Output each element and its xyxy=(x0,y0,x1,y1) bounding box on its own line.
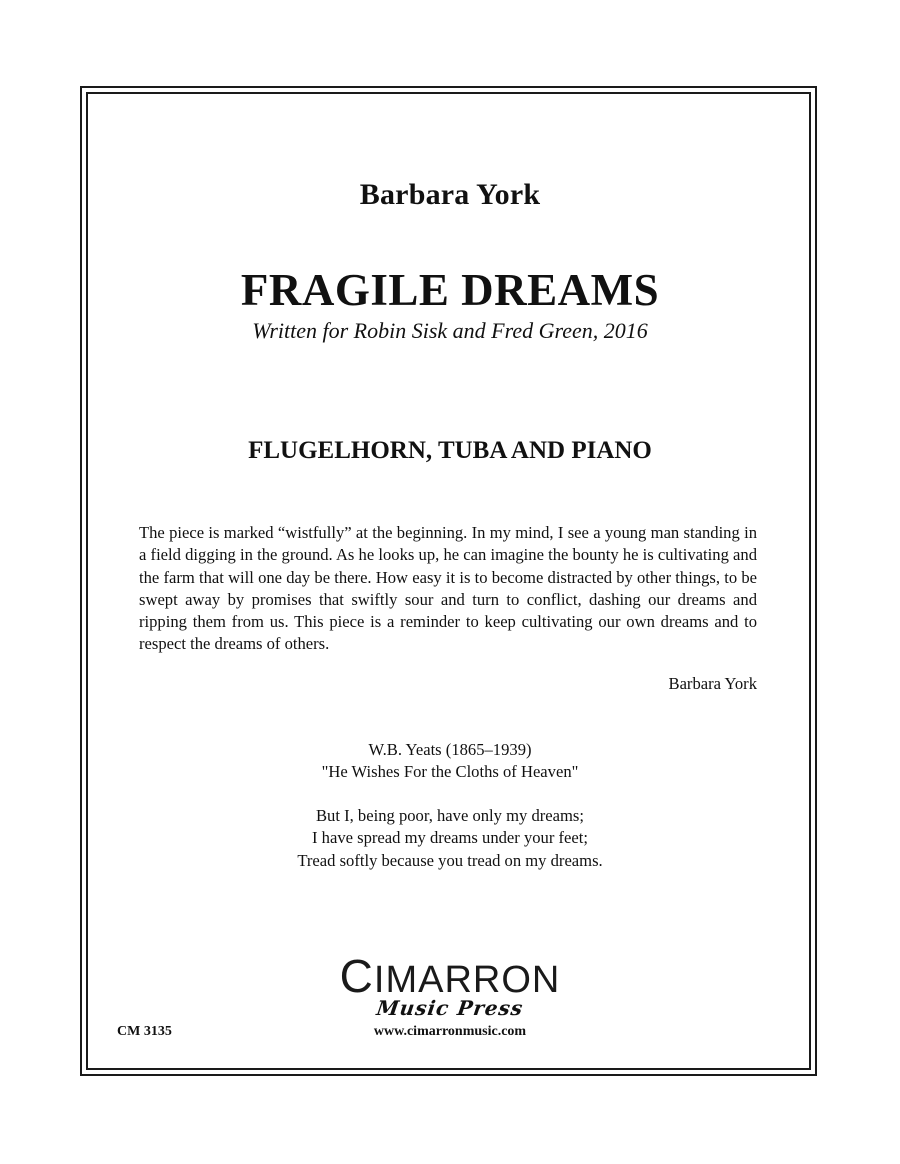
composer-name: Barbara York xyxy=(359,178,541,211)
poem-title: "He Wishes For the Cloths of Heaven" xyxy=(321,762,579,782)
publisher-subtitle: Music Press xyxy=(375,996,525,1020)
poem-attribution xyxy=(0,739,900,784)
publisher-url: www.cimarronmusic.com xyxy=(373,1024,527,1039)
piece-title: FRAGILE DREAMS xyxy=(240,265,660,315)
poem-line: I have spread my dreams under your feet; xyxy=(312,828,588,848)
catalog-number: CM 3135 xyxy=(117,1024,172,1039)
instrumentation: FLUGELHORN, TUBA AND PIANO xyxy=(248,437,652,464)
poem-lines xyxy=(0,805,900,872)
poem-line: But I, being poor, have only my dreams; xyxy=(315,806,584,825)
publisher-logo-initial: C xyxy=(339,950,374,1002)
publisher-logo-rest: IMARRON xyxy=(373,959,561,1001)
dedication: Written for Robin Sisk and Fred Green, 2016 xyxy=(252,318,648,343)
poem-line: Tread softly because you tread on my dreams. xyxy=(297,850,603,870)
poem-author: W.B. Yeats (1865–1939) xyxy=(368,740,532,759)
program-note-signature: Barbara York xyxy=(668,674,757,693)
publisher-logo xyxy=(0,950,900,1002)
program-note: The piece is marked “wistfully” at the beginning. In my mind, I see a young man standing in a field digging in the ground. As he looks up, he can imagine the bounty he is cultivating and the farm that will one day be there. How easy it is to become distracted by other things, to be swept away by promises that swiftly sour and turn to conflict, dashing our dreams and ripping them from us. This piece is a reminder to keep cultivating our own dreams and to respect the dreams of others. xyxy=(139,523,757,654)
